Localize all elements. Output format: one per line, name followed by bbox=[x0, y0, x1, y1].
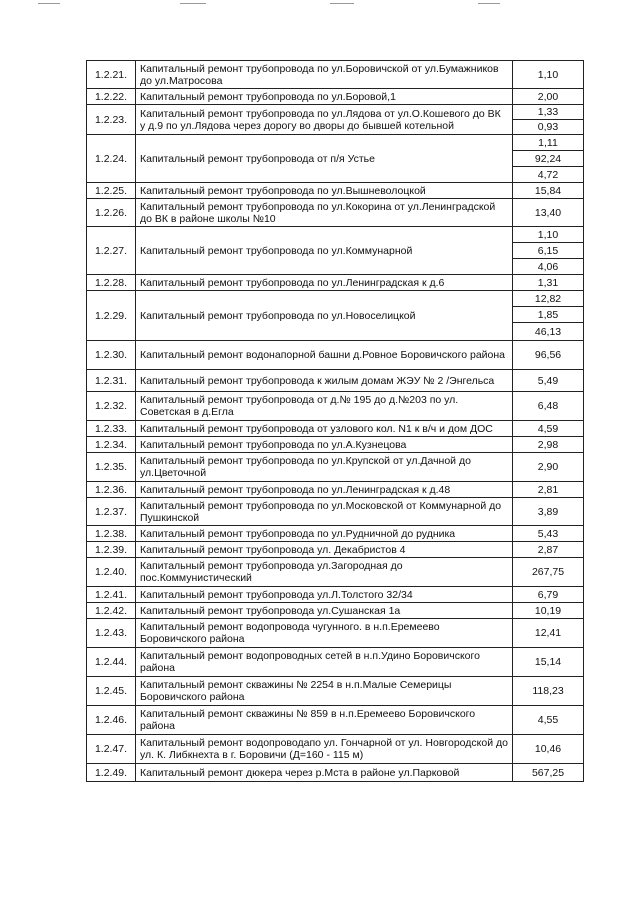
table-row bbox=[87, 275, 584, 291]
work-description: Капитальный ремонт трубопровода по ул.Боровой,1 bbox=[136, 89, 513, 105]
table-row bbox=[87, 735, 584, 764]
table-row bbox=[87, 498, 584, 526]
amount-value: 92,24 bbox=[513, 151, 584, 167]
row-number: 1.2.49. bbox=[87, 764, 136, 782]
table-row bbox=[87, 648, 584, 677]
row-number: 1.2.22. bbox=[87, 89, 136, 105]
row-number: 1.2.41. bbox=[87, 587, 136, 603]
work-description: Капитальный ремонт трубопровода по ул.Новоселицкой bbox=[136, 291, 513, 341]
row-number: 1.2.47. bbox=[87, 735, 136, 764]
amount-value: 46,13 bbox=[513, 323, 584, 341]
amount-value: 1,10 bbox=[513, 227, 584, 243]
table-row bbox=[87, 619, 584, 648]
work-description: Капитальный ремонт трубопровода от п/я Устье bbox=[136, 135, 513, 183]
table-row bbox=[87, 437, 584, 453]
work-description: Капитальный ремонт трубопровода по ул.Боровичской от ул.Бумажников до ул.Матросова bbox=[136, 61, 513, 89]
amount-value: 1,10 bbox=[513, 61, 584, 89]
work-description: Капитальный ремонт скважины № 2254 в н.п.Малые Семерицы Боровичского района bbox=[136, 677, 513, 706]
table-row bbox=[87, 587, 584, 603]
amount-value: 2,87 bbox=[513, 542, 584, 558]
work-description: Капитальный ремонт трубопровода по ул.Рудничной до рудника bbox=[136, 526, 513, 542]
work-description: Капитальный ремонт трубопровода по ул.А.Кузнецова bbox=[136, 437, 513, 453]
work-description: Капитальный ремонт водонапорной башни д.Ровное Боровичского района bbox=[136, 341, 513, 370]
amount-value: 2,98 bbox=[513, 437, 584, 453]
table-row bbox=[87, 764, 584, 782]
amount-value: 12,82 bbox=[513, 291, 584, 307]
table-row bbox=[87, 135, 584, 151]
work-description: Капитальный ремонт водопроводапо ул. Гончарной от ул. Новгородской до ул. К. Либкнехта в г. Боровичи (Д=160 - 115 м) bbox=[136, 735, 513, 764]
work-description: Капитальный ремонт трубопровода по ул.Кокорина от ул.Ленинградской до ВК в районе школы №10 bbox=[136, 199, 513, 227]
row-number: 1.2.27. bbox=[87, 227, 136, 275]
table-row bbox=[87, 526, 584, 542]
work-description: Капитальный ремонт трубопровода по ул.Ленинградская к д.6 bbox=[136, 275, 513, 291]
amount-value: 10,46 bbox=[513, 735, 584, 764]
table-row bbox=[87, 392, 584, 421]
work-description: Капитальный ремонт трубопровода по ул.Московской от Коммунарной до Пушкинской bbox=[136, 498, 513, 526]
row-number: 1.2.40. bbox=[87, 558, 136, 587]
amount-value: 0,93 bbox=[513, 120, 584, 135]
table-row bbox=[87, 370, 584, 392]
work-description: Капитальный ремонт водопровода чугунного. в н.п.Еремеево Боровичского района bbox=[136, 619, 513, 648]
row-number: 1.2.42. bbox=[87, 603, 136, 619]
work-description: Капитальный ремонт дюкера через р.Мста в районе ул.Парковой bbox=[136, 764, 513, 782]
row-number: 1.2.43. bbox=[87, 619, 136, 648]
work-description: Капитальный ремонт трубопровода к жилым домам ЖЭУ № 2 /Энгельса bbox=[136, 370, 513, 392]
amount-value: 267,75 bbox=[513, 558, 584, 587]
amount-value: 6,15 bbox=[513, 243, 584, 259]
amount-value: 12,41 bbox=[513, 619, 584, 648]
row-number: 1.2.46. bbox=[87, 706, 136, 735]
amount-value: 1,31 bbox=[513, 275, 584, 291]
table-row bbox=[87, 677, 584, 706]
amount-value: 2,81 bbox=[513, 482, 584, 498]
work-description: Капитальный ремонт трубопровода ул.Л.Толстого 32/34 bbox=[136, 587, 513, 603]
table-row bbox=[87, 482, 584, 498]
amount-value: 15,84 bbox=[513, 183, 584, 199]
row-number: 1.2.28. bbox=[87, 275, 136, 291]
amount-value: 4,55 bbox=[513, 706, 584, 735]
work-description: Капитальный ремонт трубопровода по ул.Коммунарной bbox=[136, 227, 513, 275]
work-description: Капитальный ремонт водопроводных сетей в н.п.Удино Боровичского района bbox=[136, 648, 513, 677]
table-row bbox=[87, 558, 584, 587]
table-row bbox=[87, 603, 584, 619]
row-number: 1.2.38. bbox=[87, 526, 136, 542]
table-row bbox=[87, 421, 584, 437]
amount-value: 6,79 bbox=[513, 587, 584, 603]
row-number: 1.2.23. bbox=[87, 105, 136, 135]
row-number: 1.2.36. bbox=[87, 482, 136, 498]
table-row bbox=[87, 89, 584, 105]
table-row bbox=[87, 183, 584, 199]
amount-value: 118,23 bbox=[513, 677, 584, 706]
table-row bbox=[87, 291, 584, 307]
row-number: 1.2.30. bbox=[87, 341, 136, 370]
amount-value: 6,48 bbox=[513, 392, 584, 421]
row-number: 1.2.44. bbox=[87, 648, 136, 677]
amount-value: 4,72 bbox=[513, 167, 584, 183]
work-description: Капитальный ремонт трубопровода от узлового кол. N1 к в/ч и дом ДОС bbox=[136, 421, 513, 437]
works-table-body bbox=[87, 61, 584, 782]
work-description: Капитальный ремонт скважины № 859 в н.п.Еремеево Боровичского района bbox=[136, 706, 513, 735]
amount-value: 13,40 bbox=[513, 199, 584, 227]
amount-value: 96,56 bbox=[513, 341, 584, 370]
row-number: 1.2.45. bbox=[87, 677, 136, 706]
work-description: Капитальный ремонт трубопровода по ул.Лядова от ул.О.Кошевого до ВК у д.9 по ул.Лядова через дорогу во дворы до бывшей котельной bbox=[136, 105, 513, 135]
works-table bbox=[86, 60, 584, 782]
amount-value: 2,00 bbox=[513, 89, 584, 105]
amount-value: 5,43 bbox=[513, 526, 584, 542]
table-row bbox=[87, 61, 584, 89]
amount-value: 5,49 bbox=[513, 370, 584, 392]
amount-value: 1,85 bbox=[513, 307, 584, 323]
amount-value: 1,11 bbox=[513, 135, 584, 151]
amount-value: 1,33 bbox=[513, 105, 584, 120]
work-description: Капитальный ремонт трубопровода по ул.Ленинградская к д.48 bbox=[136, 482, 513, 498]
row-number: 1.2.31. bbox=[87, 370, 136, 392]
work-description: Капитальный ремонт трубопровода по ул.Вышневолоцкой bbox=[136, 183, 513, 199]
row-number: 1.2.24. bbox=[87, 135, 136, 183]
amount-value: 10,19 bbox=[513, 603, 584, 619]
scan-edge-marks bbox=[0, 0, 640, 12]
amount-value: 4,59 bbox=[513, 421, 584, 437]
table-row bbox=[87, 227, 584, 243]
row-number: 1.2.34. bbox=[87, 437, 136, 453]
row-number: 1.2.29. bbox=[87, 291, 136, 341]
amount-value: 567,25 bbox=[513, 764, 584, 782]
work-description: Капитальный ремонт трубопровода ул.Сушанская 1а bbox=[136, 603, 513, 619]
amount-value: 3,89 bbox=[513, 498, 584, 526]
table-row bbox=[87, 199, 584, 227]
row-number: 1.2.21. bbox=[87, 61, 136, 89]
table-row bbox=[87, 706, 584, 735]
row-number: 1.2.26. bbox=[87, 199, 136, 227]
amount-value: 15,14 bbox=[513, 648, 584, 677]
table-row bbox=[87, 453, 584, 482]
work-description: Капитальный ремонт трубопровода ул. Декабристов 4 bbox=[136, 542, 513, 558]
row-number: 1.2.37. bbox=[87, 498, 136, 526]
row-number: 1.2.35. bbox=[87, 453, 136, 482]
row-number: 1.2.32. bbox=[87, 392, 136, 421]
row-number: 1.2.39. bbox=[87, 542, 136, 558]
table-row bbox=[87, 105, 584, 120]
row-number: 1.2.25. bbox=[87, 183, 136, 199]
work-description: Капитальный ремонт трубопровода от д.№ 195 до д.№203 по ул. Советская в д.Егла bbox=[136, 392, 513, 421]
amount-value: 4,06 bbox=[513, 259, 584, 275]
row-number: 1.2.33. bbox=[87, 421, 136, 437]
work-description: Капитальный ремонт трубопровода по ул.Крупской от ул.Дачной до ул.Цветочной bbox=[136, 453, 513, 482]
work-description: Капитальный ремонт трубопровода ул.Загородная до пос.Коммунистический bbox=[136, 558, 513, 587]
amount-value: 2,90 bbox=[513, 453, 584, 482]
table-row bbox=[87, 341, 584, 370]
table-row bbox=[87, 542, 584, 558]
